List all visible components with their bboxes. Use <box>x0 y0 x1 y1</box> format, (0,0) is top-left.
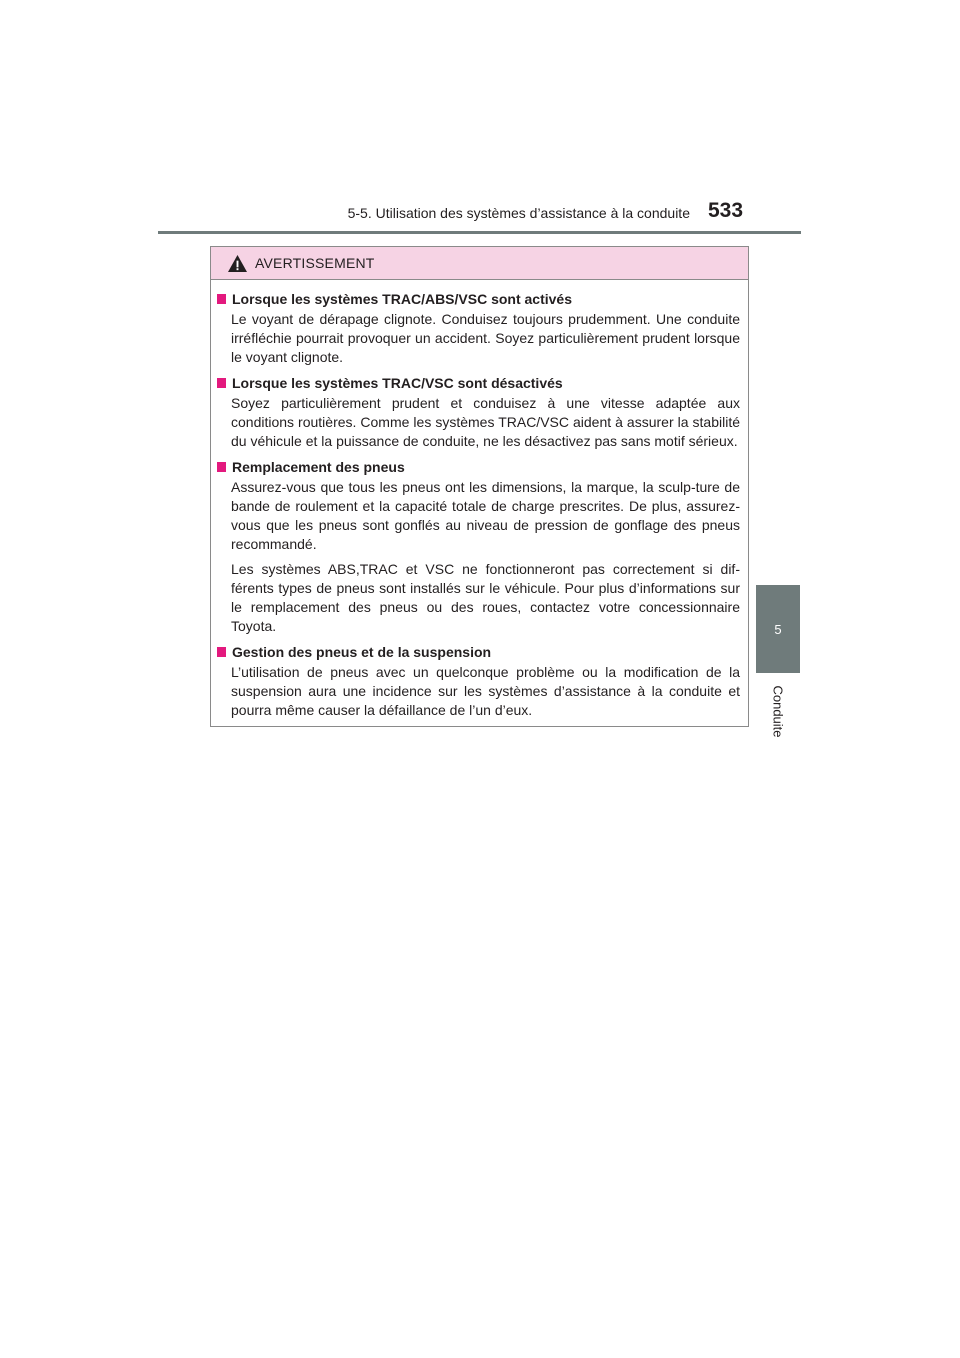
section-paragraph: Assurez-vous que tous les pneus ont les dimensions, la marque, la sculp-ture de bande de roulement et la capacité totale de charge prescrites. De plus, assurez-vous que les pneus sont gonflés au niveau de pression de gonflage des pneus recommandé. <box>231 479 740 552</box>
section-heading <box>217 290 740 309</box>
warning-section <box>217 458 740 636</box>
section-heading-text: Gestion des pneus et de la suspension <box>232 644 492 660</box>
section-heading <box>217 643 740 662</box>
section-heading-text: Lorsque les systèmes TRAC/ABS/VSC sont activés <box>232 291 573 307</box>
warning-section <box>217 643 740 720</box>
warning-header <box>211 247 748 280</box>
square-bullet-icon <box>217 647 226 657</box>
square-bullet-icon <box>217 294 226 304</box>
section-heading-text: Remplacement des pneus <box>232 459 405 475</box>
warning-section <box>217 290 740 367</box>
section-heading-text: Lorsque les systèmes TRAC/VSC sont désactivés <box>232 375 563 391</box>
page-number: 533 <box>708 199 744 222</box>
section-heading <box>217 374 740 393</box>
square-bullet-icon <box>217 378 226 388</box>
chapter-number: 5 <box>774 621 782 637</box>
square-bullet-icon <box>217 462 226 472</box>
warning-box <box>210 246 749 727</box>
section-paragraph: Les systèmes ABS,TRAC et VSC ne fonctionneront pas correctement si dif-férents types de pneus sont installés sur le véhicule. Pour plus d’informations sur le remplacement des pneus ou des roues, contactez votre concessionnaire Toyota. <box>231 561 740 634</box>
warning-title: AVERTISSEMENT <box>255 255 375 271</box>
section-title: 5-5. Utilisation des systèmes d’assistance à la conduite <box>347 205 690 221</box>
chapter-label: Conduite <box>770 684 786 738</box>
warning-section <box>217 374 740 451</box>
section-heading <box>217 458 740 477</box>
header-rule <box>158 231 801 234</box>
warning-body <box>211 280 748 720</box>
warning-triangle-icon <box>227 254 248 273</box>
section-paragraph: L’utilisation de pneus avec un quelconque problème ou la modification de la suspension aura une incidence sur les systèmes d’assistance à la conduite et pourra même causer la défaillance de l’un d’eux. <box>231 664 740 718</box>
chapter-tab <box>756 585 800 673</box>
section-paragraph: Le voyant de dérapage clignote. Conduisez toujours prudemment. Une conduite irréfléchie pourrait provoquer un accident. Soyez particulièrement prudent lorsque le voyant clignote. <box>231 311 740 365</box>
chapter-label-wrapper <box>764 681 792 741</box>
section-paragraph: Soyez particulièrement prudent et conduisez à une vitesse adaptée aux conditions routières. Comme les systèmes TRAC/VSC aident à assurer la stabilité du véhicule et la puissance de conduite, ne les désactivez pas sans motif sérieux. <box>231 395 740 449</box>
